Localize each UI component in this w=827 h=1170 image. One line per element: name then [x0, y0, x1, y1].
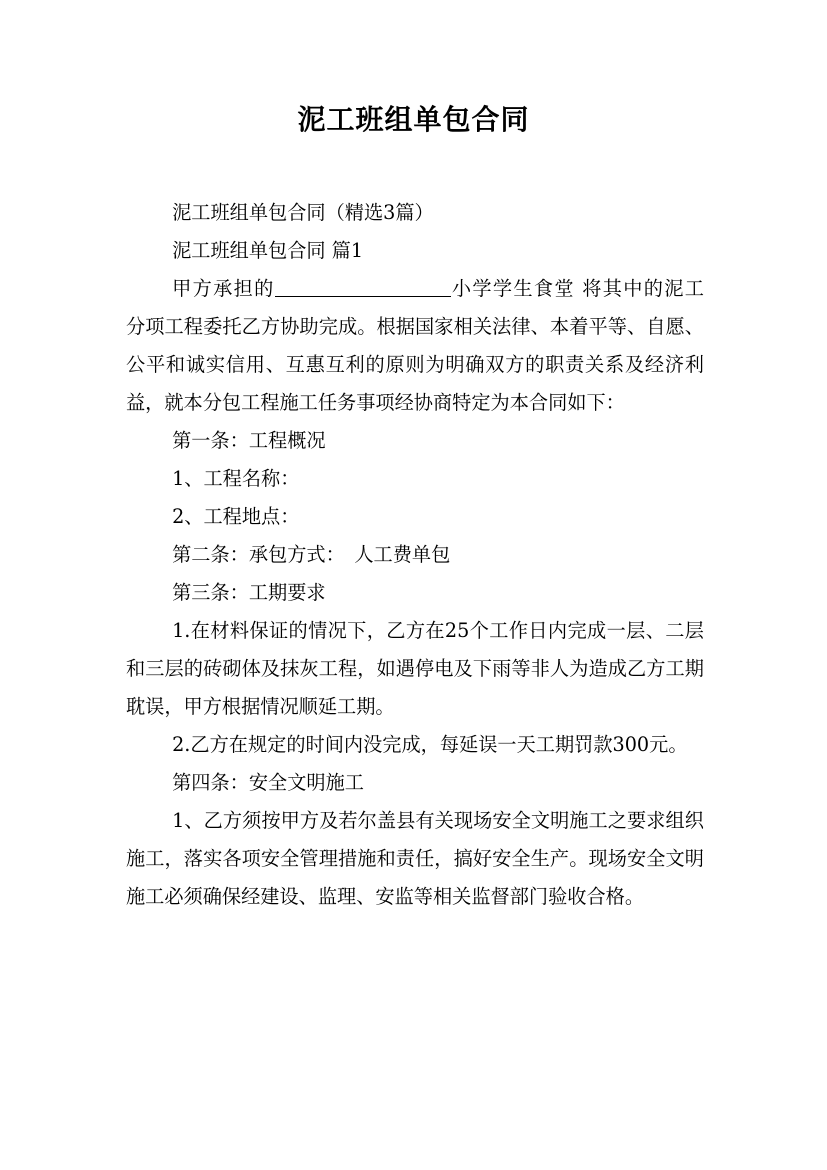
document-title: 泥工班组单包合同 [297, 103, 530, 136]
intro-paragraph [126, 270, 704, 422]
section-heading: 泥工班组单包合同 篇1 [172, 239, 364, 262]
article-2-heading: 第二条：承包方式： 人工费单包 [172, 543, 451, 566]
item-project-name: 1、工程名称： [172, 467, 300, 490]
subtitle: 泥工班组单包合同（精选3篇） [172, 201, 434, 224]
article-4-heading: 第四条：安全文明施工 [172, 771, 364, 794]
document-body [126, 194, 704, 916]
clause-3-2: 2.乙方在规定的时间内没完成，每延误一天工期罚款300元。 [172, 733, 688, 756]
clause-3-1: 1.在材料保证的情况下，乙方在25个工作日内完成一层、二层和三层的砖砌体及抹灰工程，如遇停电及下雨等非人为造成乙方工期耽误，甲方根据情况顺延工期。 [126, 619, 704, 718]
clause-4-1: 1、乙方须按甲方及若尔盖县有关现场安全文明施工之要求组织施工，落实各项安全管理措施和责任，搞好安全生产。现场安全文明施工必须确保经建设、监理、安监等相关监督部门验收合格。 [126, 809, 704, 908]
article-1-heading: 第一条：工程概况 [172, 429, 326, 452]
intro-suffix: 小学学生食堂 将其中的泥工 分项工程委托乙方协助完成。根据国家相关法律、本着平等、自愿、公平和诚实信用、互惠互利的原则为明确双方的职责关系及经济利益，就本分包工程施工任务事项经协商特定为本合同如下： [126, 277, 704, 414]
blank-line [275, 276, 451, 297]
intro-prefix: 甲方承担的 [172, 277, 275, 300]
item-project-location: 2、工程地点： [172, 505, 300, 528]
article-3-heading: 第三条：工期要求 [172, 581, 326, 604]
